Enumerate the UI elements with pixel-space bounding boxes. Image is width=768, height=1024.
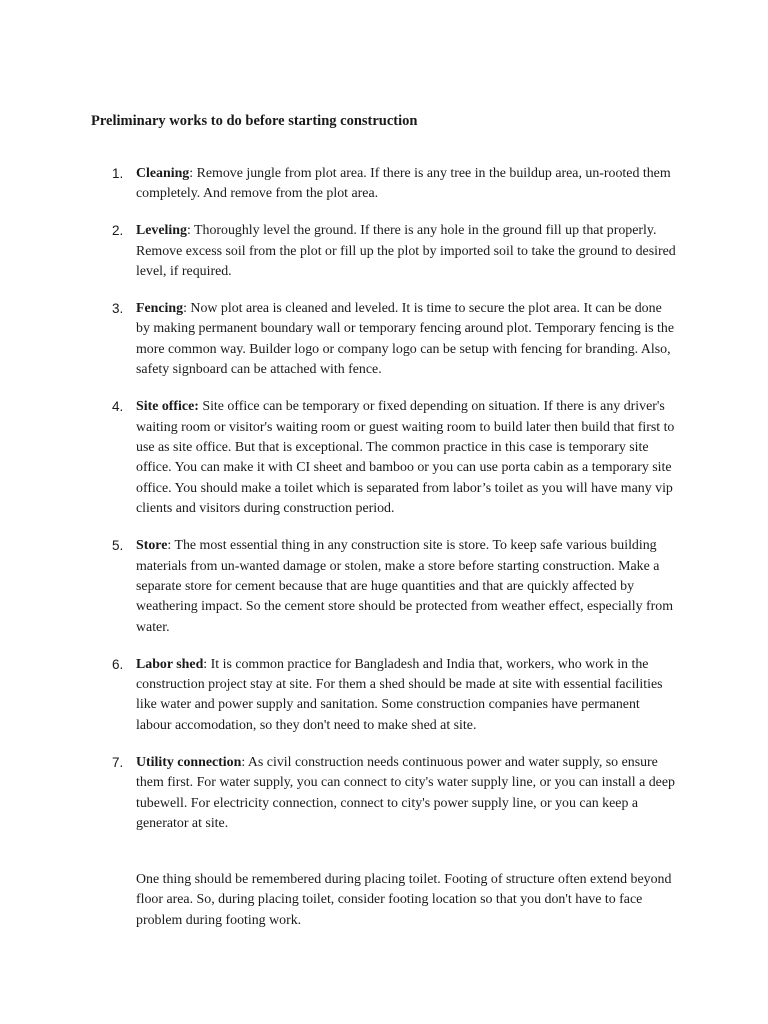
list-item-separator: :: [186, 223, 191, 239]
list-item-term: Leveling: [136, 223, 187, 239]
list-item-separator: :: [203, 656, 208, 672]
list-item: [0, 397, 676, 519]
list-item-text: As civil construction needs continuous power and water supply, so ensure them first. For water supply, you can connect to city's water supply line, or you can install a deep tubewell. For electricity connection, connect to city's power supply line, or you can keep a generator at site.: [136, 754, 675, 831]
list-item-text: Now plot area is cleaned and leveled. It is time to secure the plot area. It can be done by making permanent boundary wall or temporary fencing around plot. Temporary fencing is the more common way. Builder logo or company logo can be setup with fencing for branding. Also, safety signboard can be attached with fence.: [136, 301, 675, 378]
list-item-number: 6.: [112, 656, 124, 672]
list-item-text: Site office can be temporary or fixed depending on situation. If there is any driver's waiting room or visitor's waiting room or guest waiting room to build later then build that first to use as site office. But that is exceptional. The common practice in this case is temporary site office. You can make it with CI sheet and bamboo or you can use porta cabin as a temporary site office. You should make a toilet which is separated from labor’s toilet as you will have many vip clients and visitors during construction period.: [136, 399, 675, 517]
list-item-number: 1.: [112, 166, 124, 181]
list-item-term: Site office:: [136, 399, 199, 415]
list-item-number: 2.: [112, 223, 124, 239]
list-item-text: Thoroughly level the ground. If there is any hole in the ground fill up that properly. Remove excess soil from the plot or fill up the plot by imported soil to take the ground to desired level, if required.: [136, 223, 676, 280]
list-item: [0, 299, 676, 381]
list-item-term: Cleaning: [136, 166, 190, 181]
list-item-number: 4.: [112, 399, 124, 415]
list-item: [0, 655, 676, 737]
list-item-separator: :: [241, 754, 246, 770]
list-item: [0, 164, 676, 205]
list-item-term: Utility connection: [136, 754, 242, 770]
list-item-text: Remove jungle from plot area. If there is any tree in the buildup area, un-rooted them completely. And remove from the plot area.: [136, 166, 671, 202]
list-item-term: Fencing: [136, 301, 184, 317]
numbered-list: [0, 164, 768, 851]
list-item-separator: :: [189, 166, 194, 181]
list-item-number: 3.: [112, 301, 124, 317]
list-item-separator: :: [183, 301, 187, 317]
list-item-text: The most essential thing in any construction site is store. To keep safe various building materials from un-wanted damage or stolen, make a store before starting construction. Make a separate store for cement because that are huge quantities and that are quickly affected by weathering impact. So the cement store should be protected from weather effect, especially from water.: [136, 538, 674, 635]
page-title: Preliminary works to do before starting construction: [91, 113, 418, 129]
list-item-term: Labor shed: [136, 656, 204, 672]
footing-note-paragraph: One thing should be remembered during placing toilet. Footing of structure often extend beyond floor area. So, during placing toilet, consider footing location so that you don't have to face problem during footing work.: [136, 871, 672, 928]
list-item: [0, 221, 676, 282]
list-item: [0, 536, 676, 638]
list-item-separator: :: [167, 538, 172, 554]
list-item: [0, 753, 676, 835]
list-item-text: It is common practice for Bangladesh and India that, workers, who work in the construction project stay at site. For them a shed should be made at site with essential facilities like water and power supply and sanitation. Some construction companies have permanent labour accomodation, so they don't need to make shed at site.: [136, 656, 663, 733]
list-item-term: Store: [136, 538, 168, 554]
list-item-number: 7.: [112, 754, 124, 770]
list-item-number: 5.: [112, 538, 124, 554]
